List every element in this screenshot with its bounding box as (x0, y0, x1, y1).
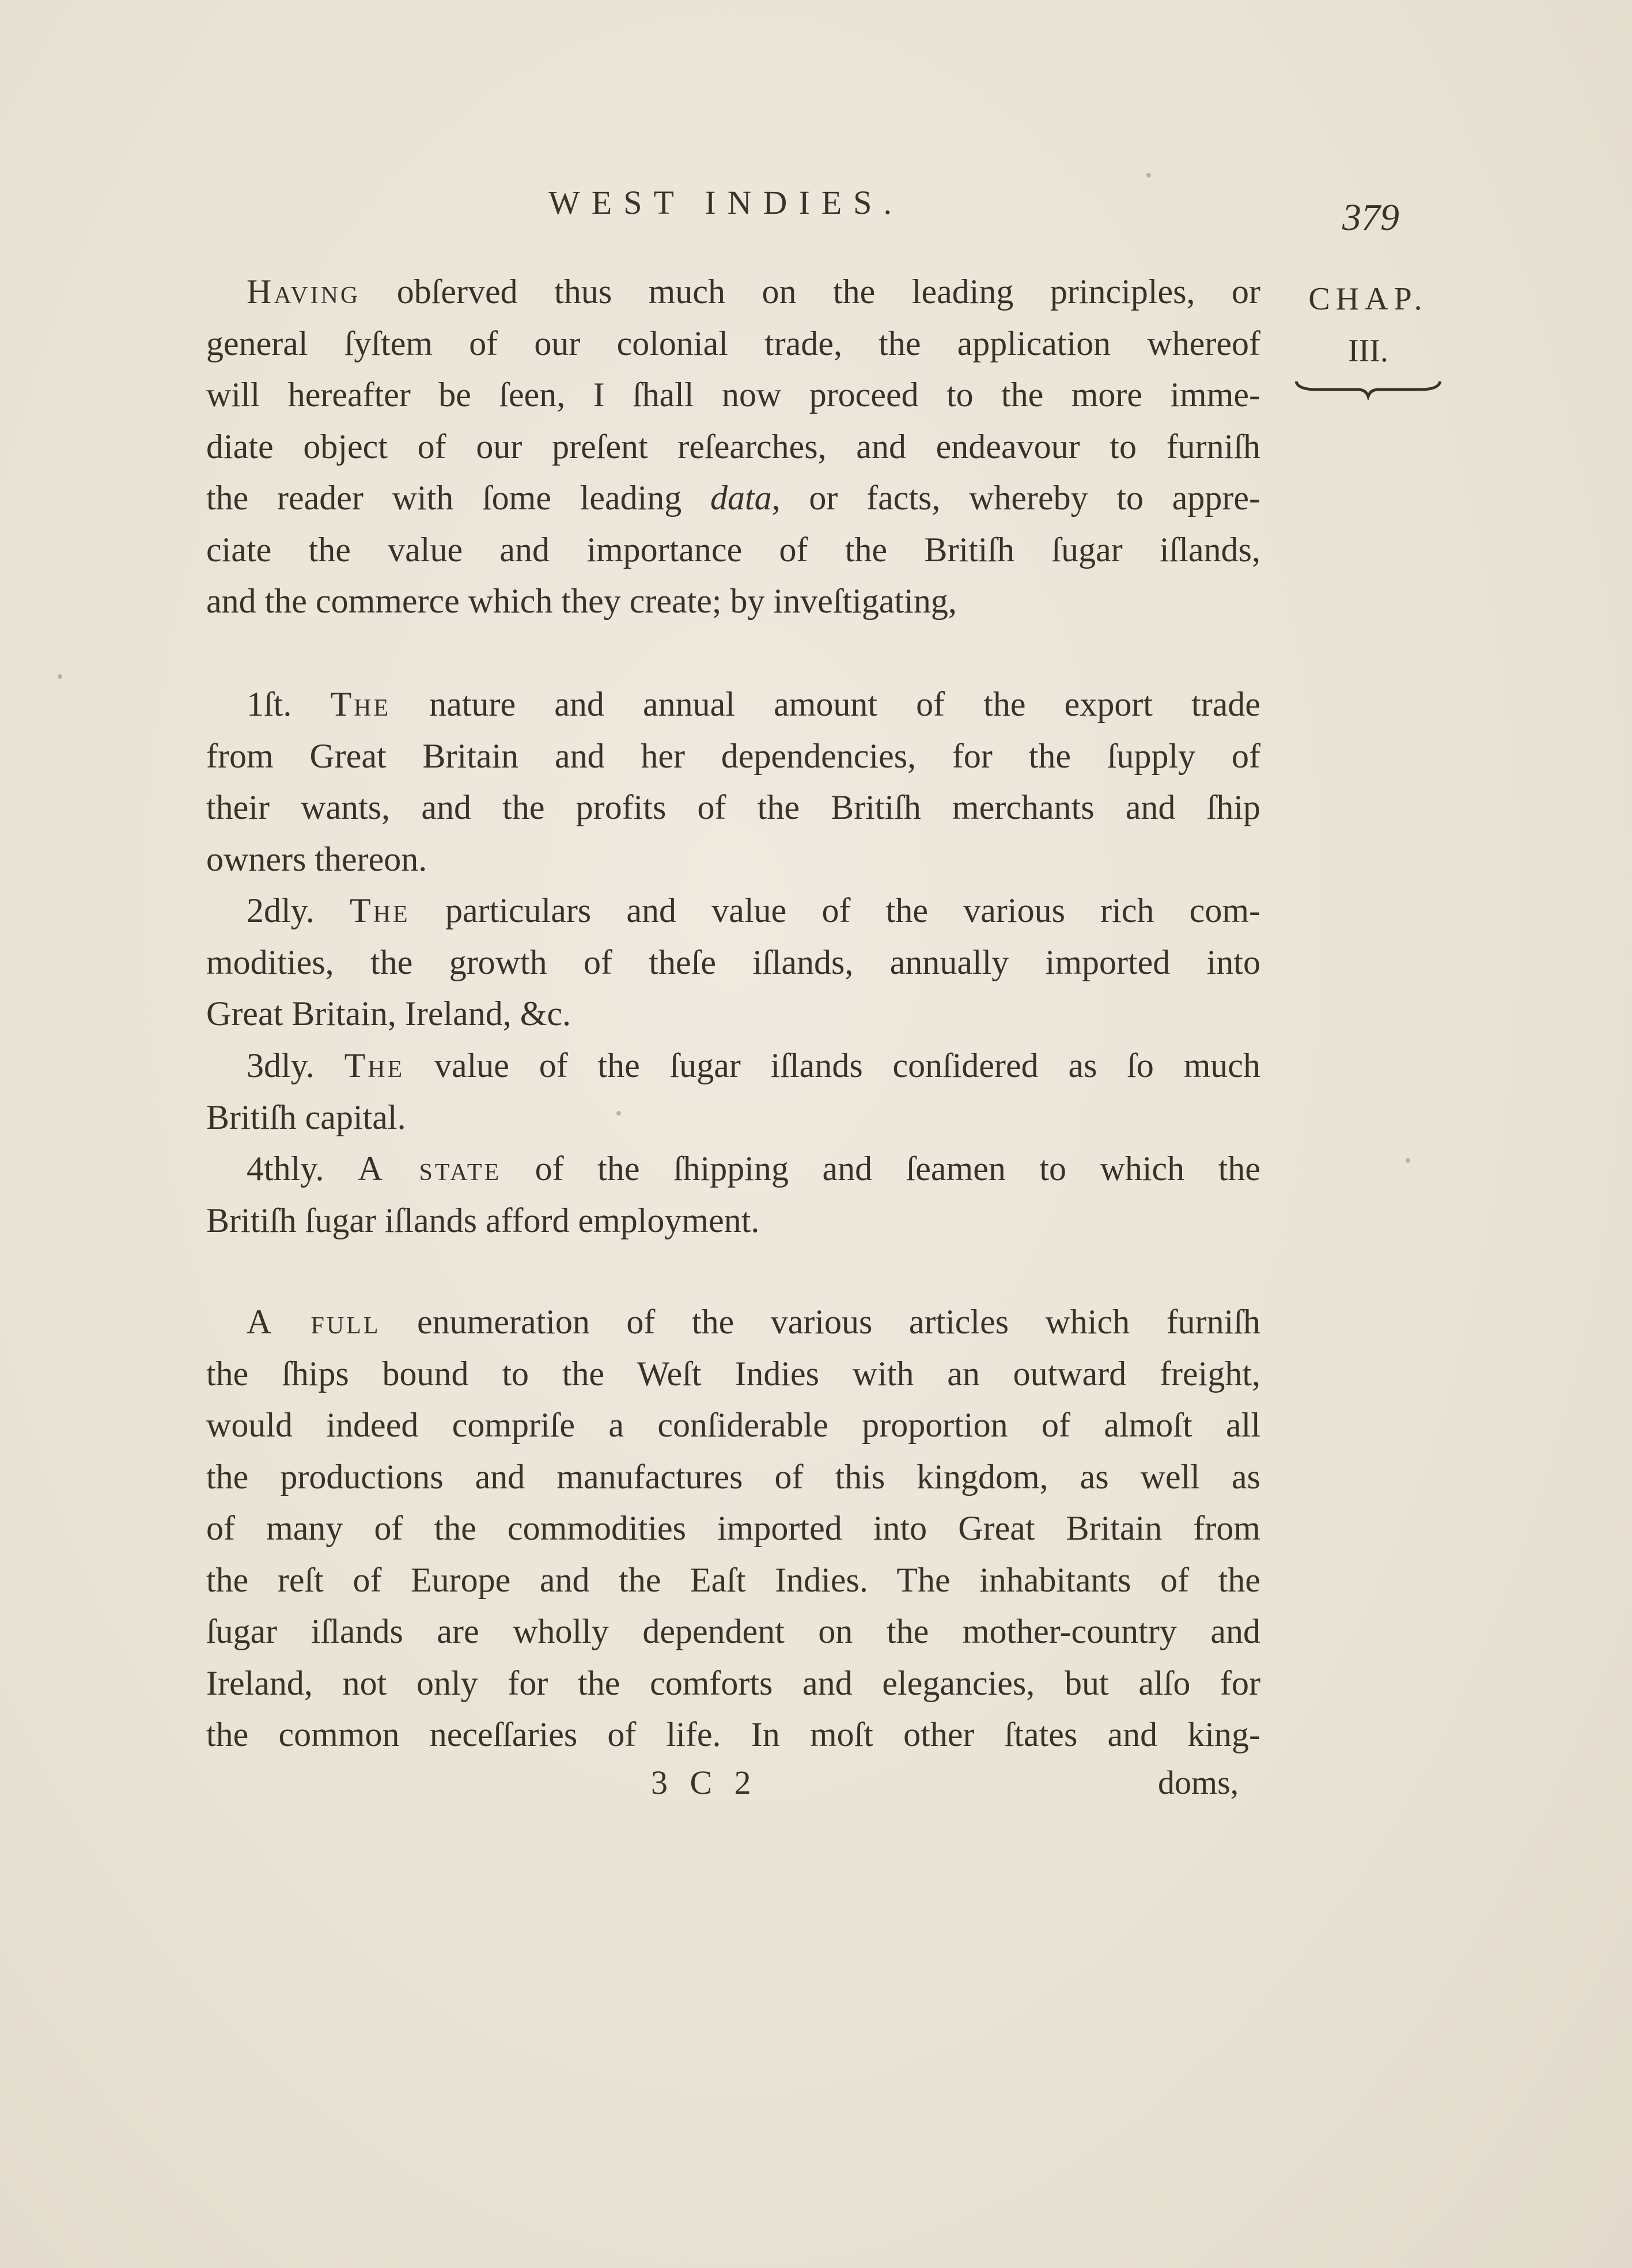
paragraph-line: ciate the value and importance of the Britiſh ſugar iſlands, (206, 530, 1260, 569)
chapter-number: III. (1348, 333, 1388, 369)
paper-speck (1146, 173, 1151, 177)
paragraph-line: ſugar iſlands are wholly dependent on the mother-country and (206, 1612, 1260, 1650)
item-number: 1ſt. (247, 685, 292, 723)
item-first-line: 1ſt. The nature and annual amount of the export trade (247, 685, 1261, 723)
item-line: from Great Britain and her dependencies, for the ſupply of (206, 736, 1260, 775)
item-lead-word: A state (357, 1150, 502, 1188)
signature-mark: 3 C 2 (651, 1764, 758, 1801)
paragraph-line: will hereafter be ſeen, I ſhall now proceed to the more imme- (206, 376, 1260, 414)
item-number: 3dly. (247, 1046, 315, 1084)
item-line: Britiſh ſugar iſlands afford employment. (206, 1201, 760, 1239)
catchword: doms, (1158, 1764, 1239, 1801)
brace-ornament-icon (1293, 377, 1443, 400)
paragraph-line: the ſhips bound to the Weſt Indies with an outward freight, (206, 1354, 1260, 1393)
item-1 (206, 679, 1260, 885)
paragraph-line: the reader with ſome leading data, or facts, whereby to appre- (206, 479, 1260, 517)
paragraph-line: would indeed compriſe a conſiderable proportion of almoſt all (206, 1406, 1260, 1444)
chapter-margin-note (1282, 273, 1455, 400)
item-first-line: 4thly. A state of the ſhipping and ſeamen to which the (247, 1150, 1260, 1188)
paragraph-lead-word: Having (247, 273, 361, 311)
paragraph-line: Ireland, not only for the comforts and elegancies, but alſo for (206, 1664, 1260, 1702)
item-lead-word: The (344, 1046, 405, 1084)
item-line: owners thereon. (206, 840, 427, 878)
paragraph-line: the reſt of Europe and the Eaſt Indies. The inhabitants of the (206, 1560, 1260, 1599)
item-4 (206, 1143, 1260, 1246)
paragraph-line: general ſyſtem of our colonial trade, the application whereof (206, 324, 1260, 362)
item-number: 2dly. (247, 891, 315, 929)
paragraph-lead-word: A full (247, 1303, 381, 1341)
item-lead-word: The (330, 685, 391, 723)
paragraph-line: and the commerce which they create; by inveſtigating, (206, 582, 957, 620)
item-line: Britiſh capital. (206, 1098, 406, 1136)
running-head: WEST INDIES. (548, 184, 903, 221)
paragraph-line: Having obſerved thus much on the leading principles, or (247, 273, 1260, 311)
paragraph-line: the common neceſſaries of life. In moſt other ſtates and king- (206, 1715, 1260, 1753)
paragraph-line: of many of the commodities imported into Great Britain from (206, 1509, 1260, 1547)
paragraph-line: the productions and manufactures of this kingdom, as well as (206, 1457, 1260, 1496)
paper-speck (616, 1111, 621, 1116)
item-line: Great Britain, Ireland, &c. (206, 995, 571, 1033)
italic-word: data (710, 479, 772, 517)
item-2 (206, 885, 1260, 1040)
item-line: their wants, and the profits of the Britiſh merchants and ſhip (206, 788, 1260, 826)
item-3 (206, 1040, 1260, 1143)
item-first-line: 2dly. The particulars and value of the various rich com- (247, 891, 1261, 929)
item-number: 4thly. (247, 1150, 324, 1188)
opening-paragraph (206, 266, 1260, 628)
paper-speck (58, 674, 62, 679)
paragraph-line: diate object of our preſent reſearches, and endeavour to furniſh (206, 427, 1260, 466)
item-first-line: 3dly. The value of the ſugar iſlands conſidered as ſo much (247, 1046, 1260, 1084)
item-line: modities, the growth of theſe iſlands, annually imported into (206, 943, 1260, 981)
paper-speck (1406, 1158, 1410, 1163)
paragraph-line: A full enumeration of the various articles which furniſh (247, 1303, 1260, 1341)
page-number: 379 (1342, 196, 1399, 239)
enumeration-paragraph (206, 1296, 1260, 1761)
chapter-label: CHAP. (1308, 281, 1428, 317)
item-lead-word: The (350, 891, 410, 929)
